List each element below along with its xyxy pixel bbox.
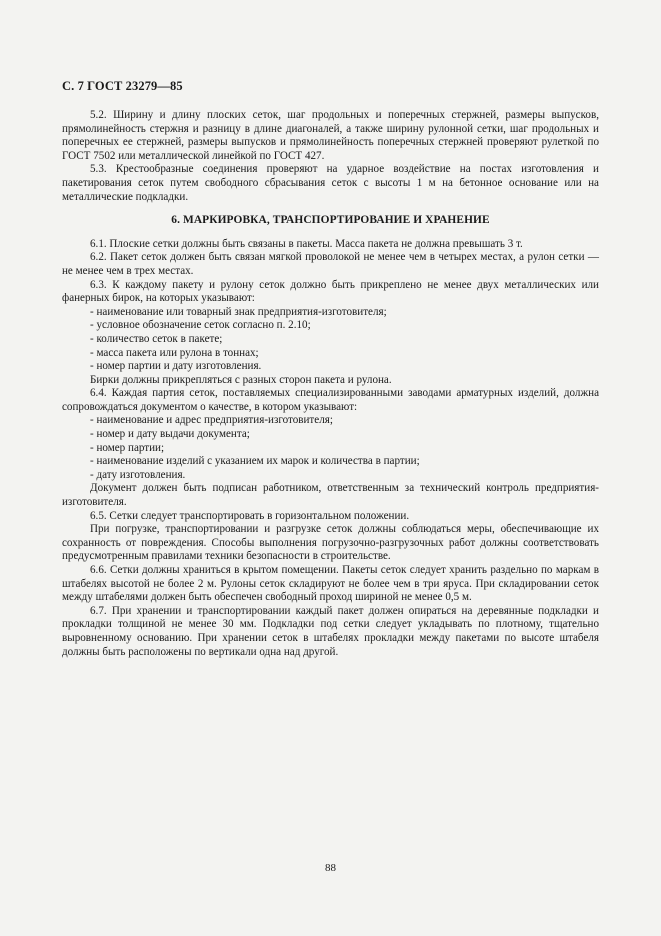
page-header: С. 7 ГОСТ 23279—85 — [62, 79, 183, 93]
paragraph-document-note: Документ должен быть подписан работником, ответственным за технический контроль предприятия-изготовителя. — [62, 482, 599, 509]
list-item: - номер партии и дату изготовления. — [90, 360, 262, 373]
paragraph-6-1: 6.1. Плоские сетки должны быть связаны в пакеты. Масса пакета не должна превышать 3 т. — [90, 237, 523, 250]
paragraph-6-6: 6.6. Сетки должны храниться в крытом помещении. Пакеты сеток следует хранить раздельно по маркам в штабелях высотой не более 2 м. Рулоны сеток складируют не более чем в три яруса. При складировании сеток между штабелями должен быть обеспечен свободный проход шириной не менее 0,5 м. — [62, 564, 599, 604]
section-heading: 6. МАРКИРОВКА, ТРАНСПОРТИРОВАНИЕ И ХРАНЕНИЕ — [171, 214, 490, 227]
tag-contents-list — [62, 306, 599, 374]
list-item: - номер партии; — [90, 441, 165, 454]
paragraph-6-5-handling: При погрузке, транспортировании и разгрузке сеток должны соблюдаться меры, обеспечивающие их сохранность от повреждения. Способы выполнения погрузочно-разгрузочных работ должны соответствовать предусмотренным правилами техники безопасности в строительстве. — [62, 523, 599, 563]
paragraph-6-5: 6.5. Сетки следует транспортировать в горизонтальном положении. — [90, 509, 410, 522]
paragraph-5-3: 5.3. Крестообразные соединения проверяют на ударное воздействие на постах изготовления и пакетирования сеток путем свободного сбрасывания сеток с высоты 1 м на бетонное основание или на металлические подкладки. — [62, 163, 599, 203]
list-item: - дату изготовления. — [90, 468, 186, 481]
list-item: - наименование изделий с указанием их марок и количества в партии; — [90, 455, 420, 468]
list-item: - масса пакета или рулона в тоннах; — [90, 346, 259, 359]
paragraph-6-3: 6.3. К каждому пакету и рулону сеток должно быть прикреплено не менее двух металлических или фанерных бирок, на которых указывают: — [62, 278, 599, 305]
list-item: - количество сеток в пакете; — [90, 332, 223, 345]
page-number: 88 — [325, 862, 336, 874]
list-item: - номер и дату выдачи документа; — [90, 428, 250, 441]
paragraph-tags-note: Бирки должны прикрепляться с разных сторон пакета и рулона. — [90, 373, 392, 386]
quality-document-list — [62, 414, 599, 482]
document-body — [62, 109, 599, 659]
paragraph-5-2: 5.2. Ширину и длину плоских сеток, шаг продольных и поперечных стержней, размеры выпусков, прямолинейность стержня и разницу в длине диагоналей, а также ширину рулонной сетки, шаг продольных и поперечных ее стержней, размеры выпусков и прямолинейность поперечных стержней проверяют рулеткой по ГОСТ 7502 или металлической линейкой по ГОСТ 427. — [62, 109, 599, 162]
list-item: - наименование и адрес предприятия-изготовителя; — [90, 414, 333, 427]
list-item: - условное обозначение сеток согласно п. 2.10; — [90, 319, 311, 332]
paragraph-6-7: 6.7. При хранении и транспортировании каждый пакет должен опираться на деревянные подкладки и прокладки толщиной не менее 30 мм. Подкладки под сетки следует укладывать по плотному, тщательно выровненному основанию. При хранении сеток в штабелях прокладки между пакетами по высоте штабеля должны быть расположены по вертикали одна над другой. — [62, 604, 599, 658]
paragraph-6-2: 6.2. Пакет сеток должен быть связан мягкой проволокой не менее чем в четырех местах, а рулон сетки — не менее чем в трех местах. — [62, 251, 599, 277]
paragraph-6-4: 6.4. Каждая партия сеток, поставляемых специализированными заводами арматурных изделий, должна сопровождаться документом о качестве, в котором указывают: — [62, 387, 599, 413]
list-item: - наименование или товарный знак предприятия-изготовителя; — [90, 305, 387, 318]
